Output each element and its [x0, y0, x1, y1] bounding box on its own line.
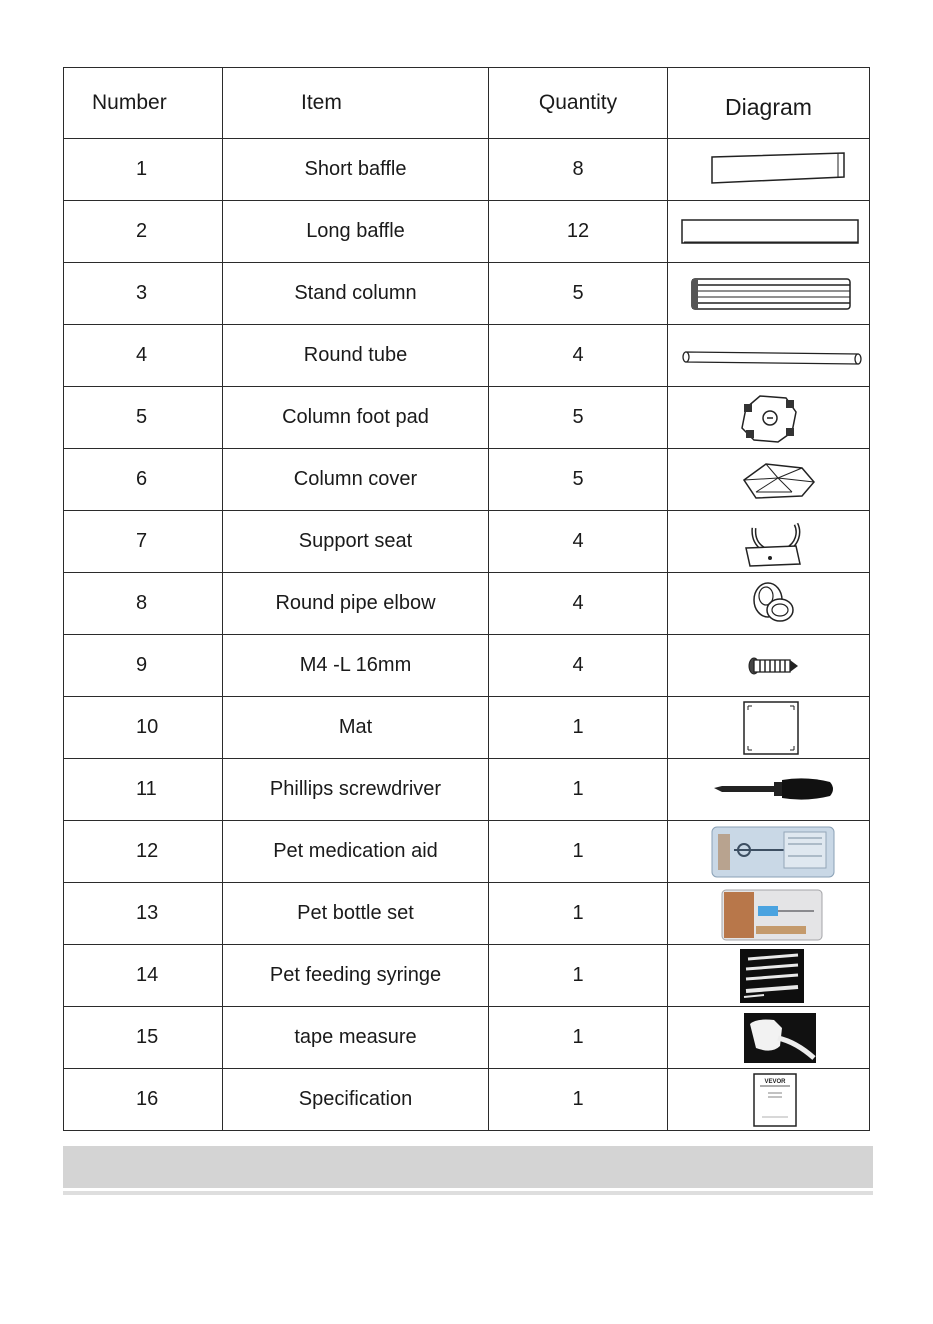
long-baffle-icon	[674, 207, 864, 257]
row-number: 5	[64, 387, 223, 449]
row-quantity: 1	[489, 883, 668, 945]
stand-column-icon	[674, 269, 864, 319]
table-row	[64, 201, 870, 263]
table-header-row	[64, 68, 870, 139]
row-quantity: 1	[489, 945, 668, 1007]
pet-bottle-set-photo	[674, 886, 864, 942]
row-item: Short baffle	[223, 139, 489, 201]
row-item: Mat	[223, 697, 489, 759]
pet-medication-aid-photo	[674, 824, 864, 880]
row-item: Column cover	[223, 449, 489, 511]
row-number: 15	[64, 1007, 223, 1069]
footer-band	[63, 1146, 873, 1188]
row-item: Support seat	[223, 511, 489, 573]
row-quantity: 4	[489, 573, 668, 635]
screw-icon	[674, 638, 864, 694]
row-number: 14	[64, 945, 223, 1007]
row-number: 3	[64, 263, 223, 325]
row-item: Pet bottle set	[223, 883, 489, 945]
row-item: tape measure	[223, 1007, 489, 1069]
row-quantity: 1	[489, 759, 668, 821]
row-quantity: 1	[489, 1069, 668, 1131]
row-number: 6	[64, 449, 223, 511]
column-foot-pad-icon	[674, 390, 864, 446]
row-item: Phillips screwdriver	[223, 759, 489, 821]
row-quantity: 1	[489, 697, 668, 759]
mat-icon	[674, 698, 864, 758]
short-baffle-icon	[674, 145, 864, 195]
header-item: Item	[223, 68, 489, 139]
footer-divider	[63, 1191, 873, 1195]
column-cover-icon	[674, 452, 864, 508]
row-quantity: 5	[489, 449, 668, 511]
row-quantity: 4	[489, 325, 668, 387]
table-row	[64, 821, 870, 883]
pet-feeding-syringe-photo	[674, 947, 864, 1005]
row-number: 2	[64, 201, 223, 263]
row-number: 13	[64, 883, 223, 945]
round-tube-icon	[674, 331, 864, 381]
table-row	[64, 1069, 870, 1131]
row-item: Column foot pad	[223, 387, 489, 449]
table-row	[64, 573, 870, 635]
row-number: 4	[64, 325, 223, 387]
row-number: 12	[64, 821, 223, 883]
row-item: Specification	[223, 1069, 489, 1131]
row-number: 16	[64, 1069, 223, 1131]
row-number: 8	[64, 573, 223, 635]
row-quantity: 5	[489, 387, 668, 449]
round-pipe-elbow-icon	[674, 576, 864, 632]
row-quantity: 5	[489, 263, 668, 325]
header-number: Number	[64, 68, 223, 139]
row-item: Pet medication aid	[223, 821, 489, 883]
row-item: Long baffle	[223, 201, 489, 263]
table-row	[64, 635, 870, 697]
row-quantity: 8	[489, 139, 668, 201]
table-row	[64, 945, 870, 1007]
row-number: 1	[64, 139, 223, 201]
table-row	[64, 449, 870, 511]
table-row	[64, 697, 870, 759]
row-quantity: 4	[489, 635, 668, 697]
row-quantity: 4	[489, 511, 668, 573]
table-row	[64, 1007, 870, 1069]
table-row	[64, 511, 870, 573]
table-row	[64, 759, 870, 821]
table-row	[64, 325, 870, 387]
row-item: Stand column	[223, 263, 489, 325]
screwdriver-icon	[674, 762, 864, 818]
row-number: 9	[64, 635, 223, 697]
row-number: 7	[64, 511, 223, 573]
row-quantity: 1	[489, 821, 668, 883]
row-item: Pet feeding syringe	[223, 945, 489, 1007]
row-quantity: 1	[489, 1007, 668, 1069]
row-item: M4 -L 16mm	[223, 635, 489, 697]
table-row	[64, 883, 870, 945]
row-quantity: 12	[489, 201, 668, 263]
table-row	[64, 139, 870, 201]
table-row	[64, 387, 870, 449]
row-item: Round pipe elbow	[223, 573, 489, 635]
specification-manual-icon	[674, 1071, 864, 1129]
header-quantity: Quantity	[489, 68, 668, 139]
row-number: 10	[64, 697, 223, 759]
header-diagram: Diagram	[668, 68, 870, 139]
row-number: 11	[64, 759, 223, 821]
support-seat-icon	[674, 514, 864, 570]
table-row	[64, 263, 870, 325]
vevor-logo-text: VEVOR	[763, 1078, 786, 1085]
tape-measure-photo	[674, 1010, 864, 1066]
parts-list-table	[63, 67, 870, 1131]
row-item: Round tube	[223, 325, 489, 387]
